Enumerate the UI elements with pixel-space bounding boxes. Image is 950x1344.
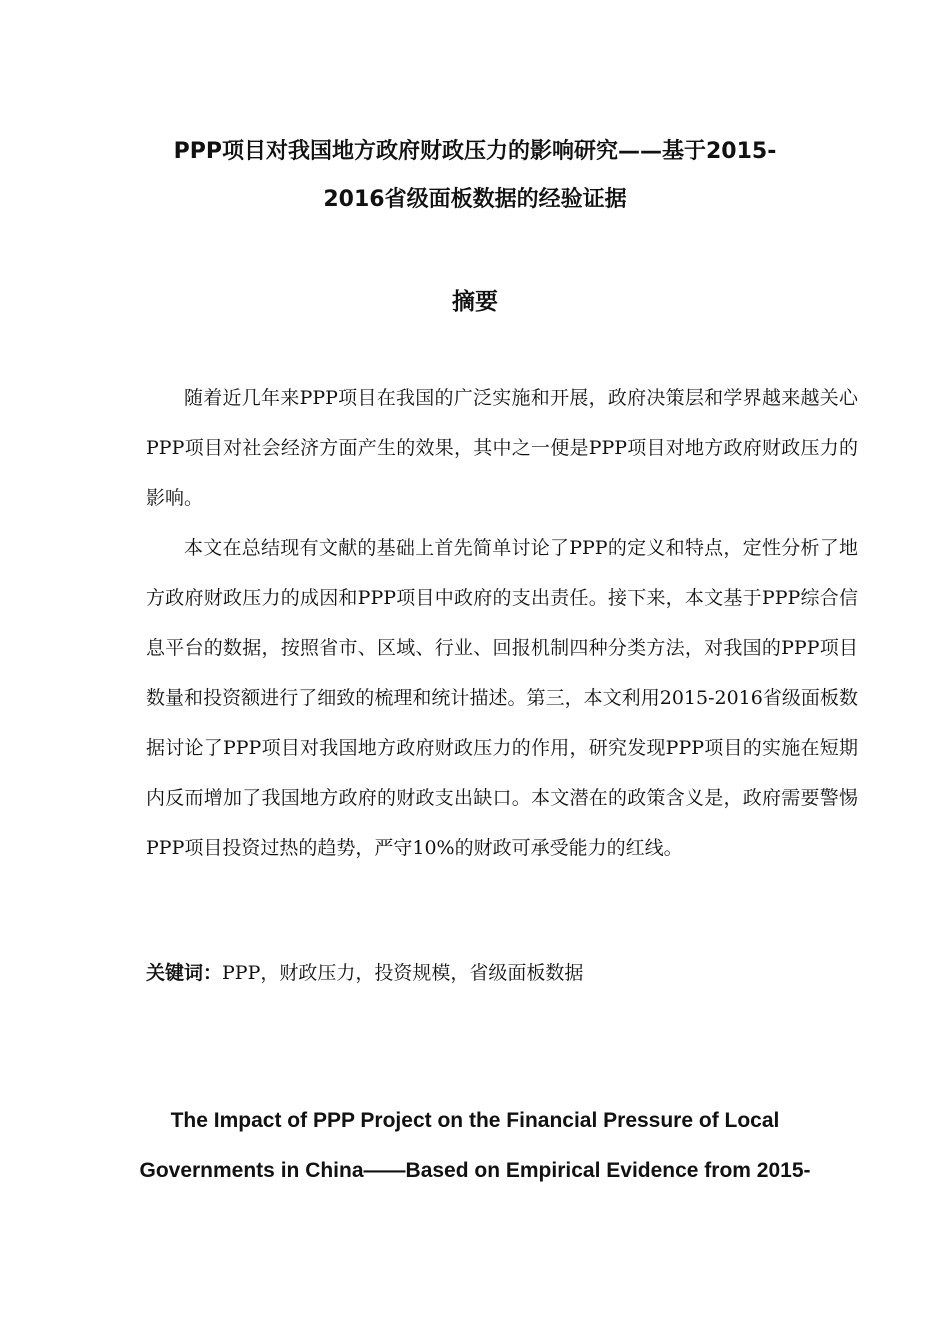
keywords-value: PPP，财政压力，投资规模，省级面板数据	[222, 962, 584, 984]
abstract-paragraph-1: 随着近几年来PPP项目在我国的广泛实施和开展，政府决策层和学界越来越关心PPP项目对社会经济方面产生的效果，其中之一便是PPP项目对地方政府财政压力的影响。	[146, 387, 858, 509]
chinese-title-line-2: 2016省级面板数据的经验证据	[323, 187, 627, 212]
english-title	[130, 1096, 820, 1196]
keywords-line	[146, 948, 858, 998]
chinese-title-line-1: PPP项目对我国地方政府财政压力的影响研究——基于2015-	[173, 139, 777, 164]
english-title-line-1: The Impact of PPP Project on the Financial Pressure of Local	[170, 1109, 780, 1132]
abstract-paragraph-2: 本文在总结现有文献的基础上首先简单讨论了PPP的定义和特点，定性分析了地方政府财政压力的成因和PPP项目中政府的支出责任。接下来，本文基于PPP综合信息平台的数据，按照省市、区域、行业、回报机制四种分类方法，对我国的PPP项目数量和投资额进行了细致的梳理和统计描述。第三，本文利用2015-2016省级面板数据讨论了PPP项目对我国地方政府财政压力的作用，研究发现PPP项目的实施在短期内反而增加了我国地方政府的财政支出缺口。本文潜在的政策含义是，政府需要警惕PPP项目投资过热的趋势，严守10%的财政可承受能力的红线。	[146, 537, 858, 859]
abstract-body	[146, 373, 858, 873]
english-title-line-2: Governments in China——Based on Empirical Evidence from 2015-	[139, 1159, 811, 1182]
keywords-label: 关键词：	[146, 962, 223, 984]
chinese-title	[130, 128, 820, 224]
abstract-heading: 摘要	[452, 289, 498, 315]
